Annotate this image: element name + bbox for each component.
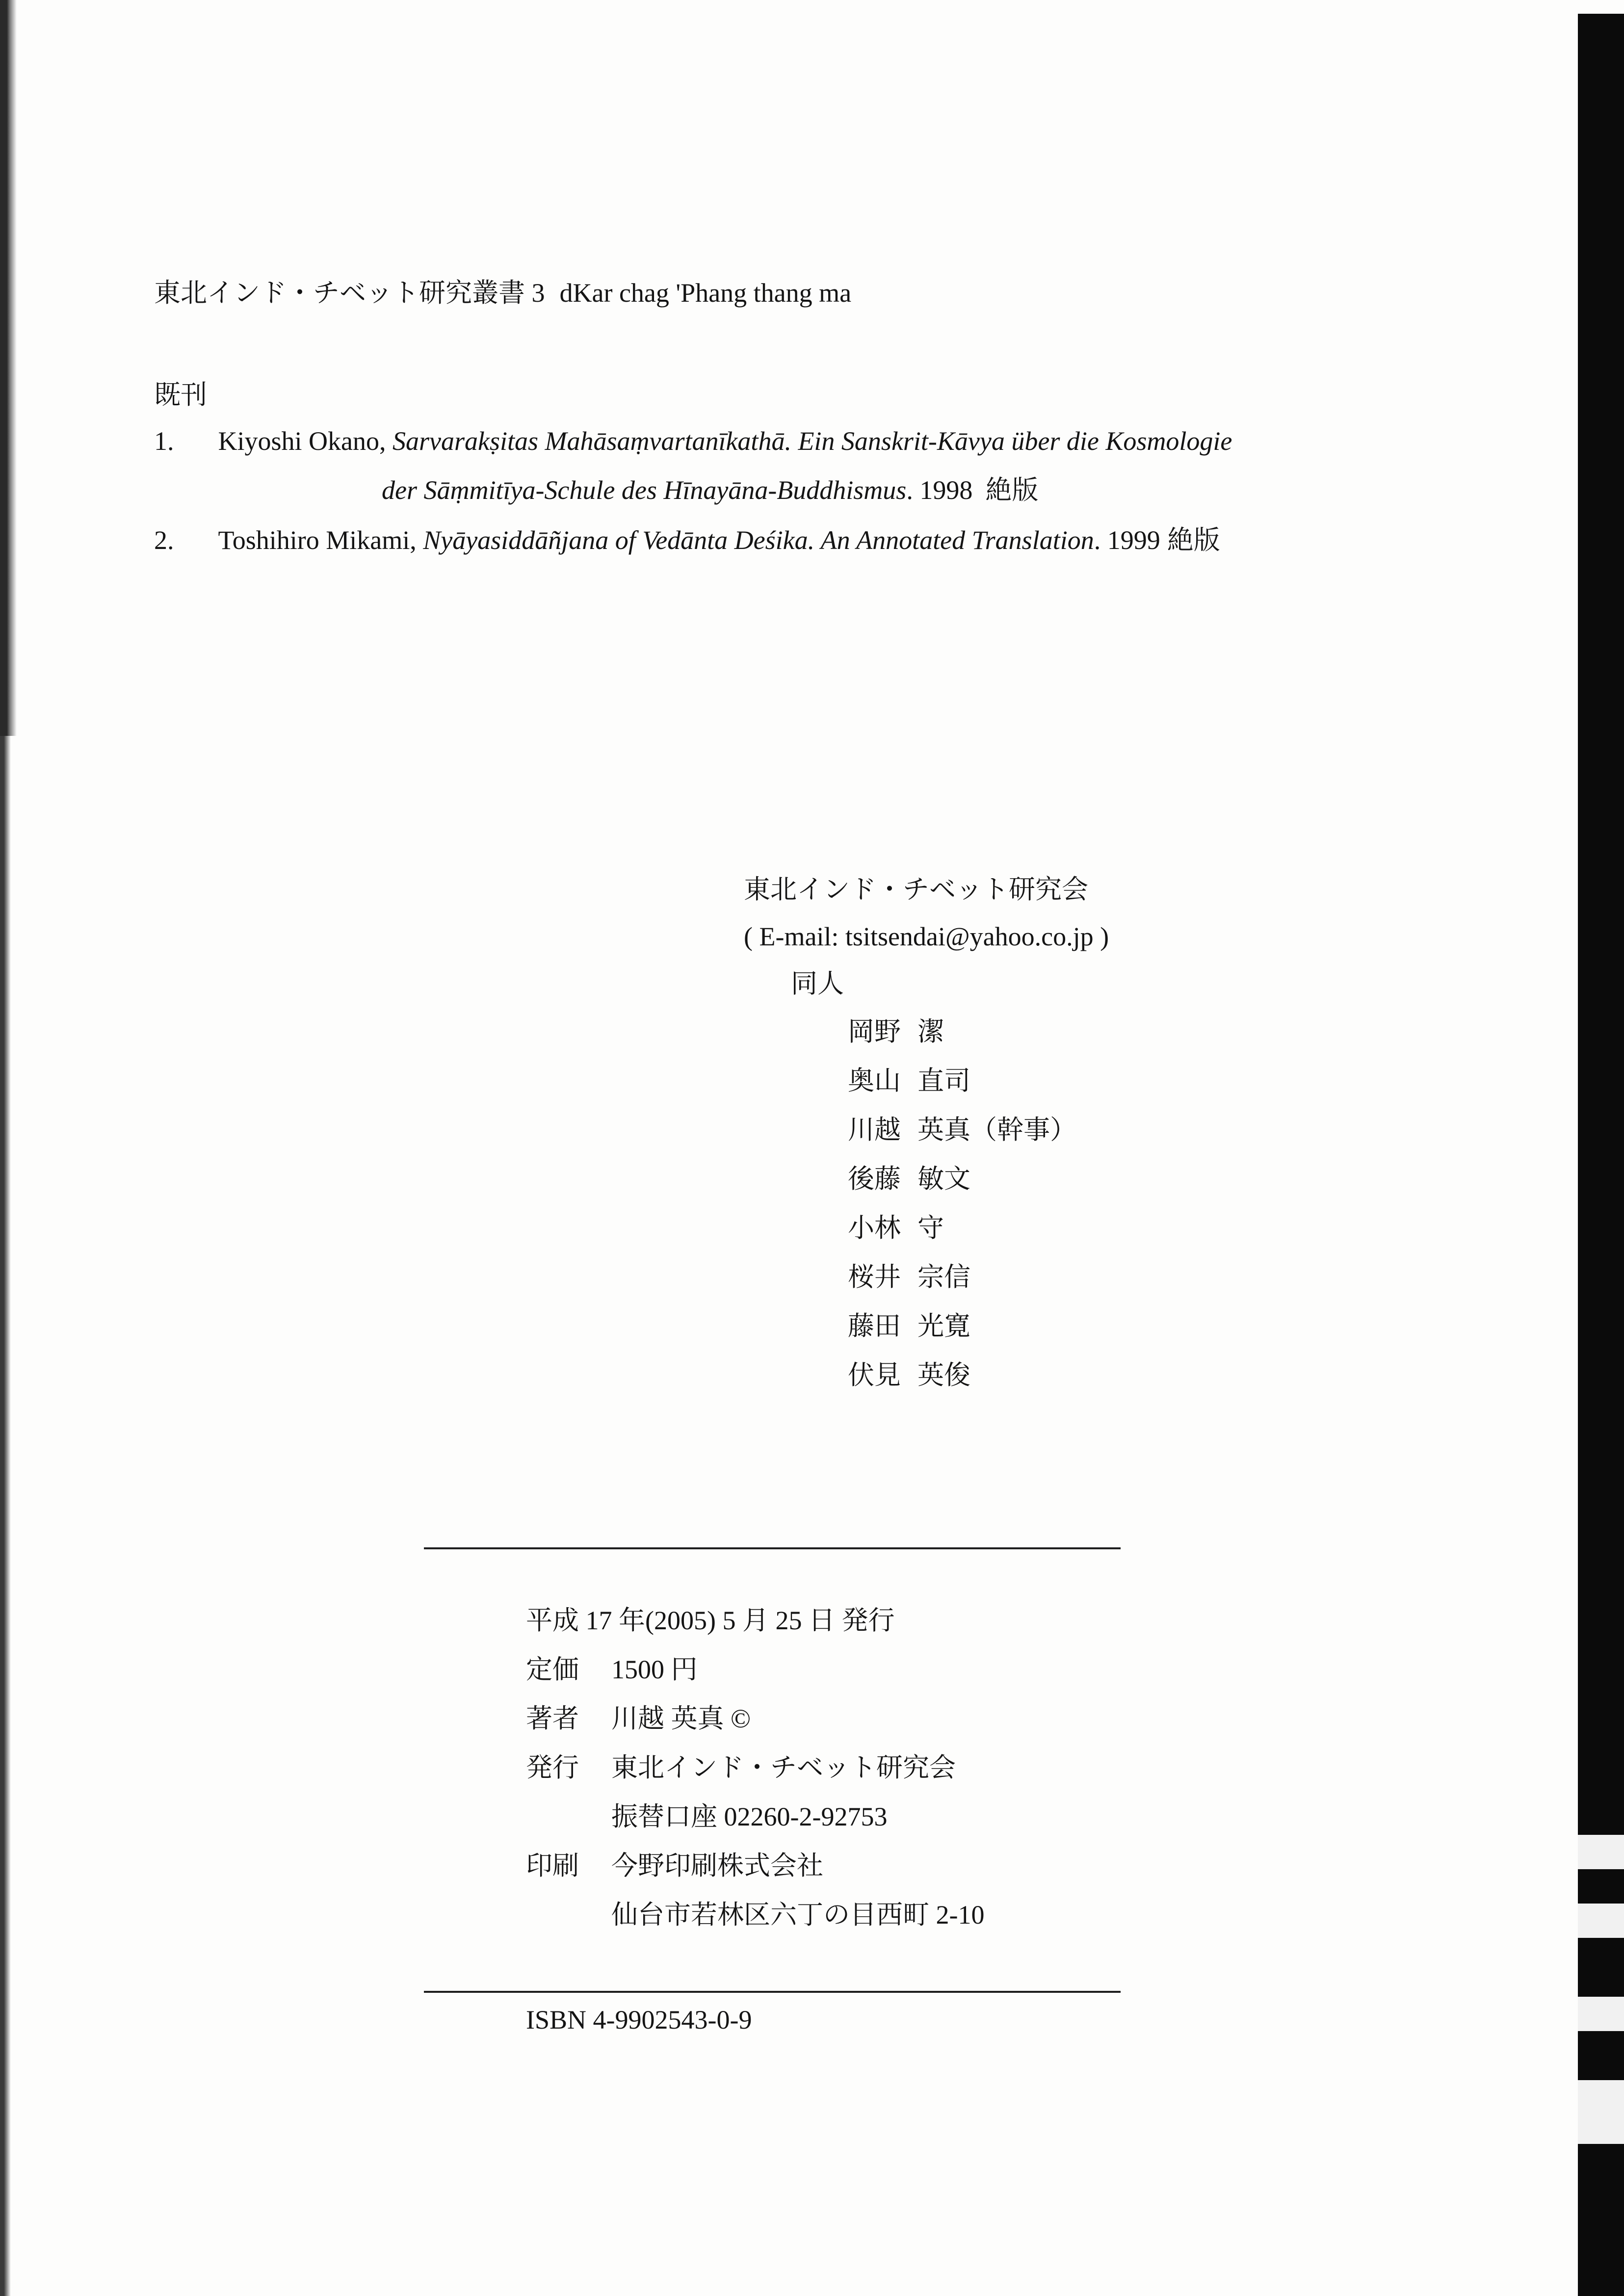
scan-edge-left-lower [0,736,11,2296]
member-family-name: 奥山 [848,1066,901,1096]
member-family-name: 伏見 [848,1360,901,1390]
item-title-continued: der Sāṃmitīya-Schule des Hīnayāna-Buddhismus [382,475,907,505]
member [848,1117,1076,1143]
members-label: 同人 [791,969,844,998]
member-family-name: 藤田 [848,1311,901,1341]
printer-label: 印刷 [526,1851,579,1880]
member-given-name: 直司 [917,1066,970,1096]
publisher-label: 発行 [526,1753,579,1782]
member-given-name: 宗信 [917,1262,970,1292]
item-year: . 1998 [906,475,973,505]
price-label: 定価 [526,1655,579,1684]
member-given-name: 光寛 [917,1311,970,1341]
divider [424,1991,1121,1993]
scan-edge-gap [1578,1835,1624,1869]
member-given-name: 守 [917,1213,944,1243]
member-given-name: 英俊 [917,1360,970,1390]
series-title-en: dKar chag 'Phang thang ma [559,278,852,308]
item-author: Kiyoshi Okano, [218,426,386,456]
item-title: Nyāyasiddāñjana of Vedānta Deśika. An Annotated Translation [423,525,1094,555]
item-year: . 1999 [1094,525,1160,555]
society-email: ( E-mail: tsitsendai@yahoo.co.jp ) [744,922,1109,951]
item-number: 2. [154,525,174,555]
society-name: 東北インド・チベット研究会 [744,875,1088,904]
member-family-name: 桜井 [848,1262,901,1292]
member [848,1215,944,1241]
author-label: 著者 [526,1704,579,1733]
scan-edge-left [0,0,17,736]
postal-account: 振替口座 02260-2-92753 [611,1802,888,1831]
item-author: Toshihiro Mikami, [218,525,417,555]
member-family-name: 小林 [848,1213,901,1243]
member-family-name: 川越 [848,1115,901,1145]
member-given-name: 敏文 [917,1164,970,1194]
published-item-2 [154,527,1220,553]
item-status: 絶版 [985,475,1039,505]
item-number: 1. [154,426,174,456]
printer-value: 今野印刷株式会社 [611,1851,823,1880]
published-heading: 既刊 [154,380,207,410]
colophon-date: 平成 17 年(2005) 5 月 25 日 発行 [526,1606,895,1635]
scan-edge-right [1578,14,1624,2296]
price-value: 1500 円 [611,1655,698,1684]
series-title-ja: 東北インド・チベット研究叢書 3 [154,278,545,308]
member [848,1313,970,1339]
member [848,1068,970,1094]
member [848,1166,970,1192]
isbn: ISBN 4-9902543-0-9 [526,2005,752,2035]
item-status: 絶版 [1167,525,1220,555]
member [848,1362,970,1388]
scan-edge-gap [1578,1997,1624,2031]
member-family-name: 岡野 [848,1017,901,1046]
published-item-1 [154,428,1232,454]
member [848,1018,944,1045]
member [848,1264,970,1290]
published-item-1-continued [382,477,1038,503]
author-value: 川越 英真 © [611,1704,751,1733]
publisher-value: 東北インド・チベット研究会 [611,1753,956,1782]
printer-address: 仙台市若林区六丁の目西町 2-10 [611,1900,985,1930]
member-family-name: 後藤 [848,1164,901,1194]
scan-edge-gap [1578,2080,1624,2144]
member-given-name: 潔 [917,1017,944,1046]
member-given-name: 英真（幹事） [917,1115,1076,1145]
item-title: Sarvarakṣitas Mahāsaṃvartanīkathā. Ein Sanskrit-Kāvya über die Kosmologie [392,426,1232,456]
divider [424,1547,1121,1549]
scan-edge-gap [1578,1904,1624,1938]
series-title [154,280,851,306]
